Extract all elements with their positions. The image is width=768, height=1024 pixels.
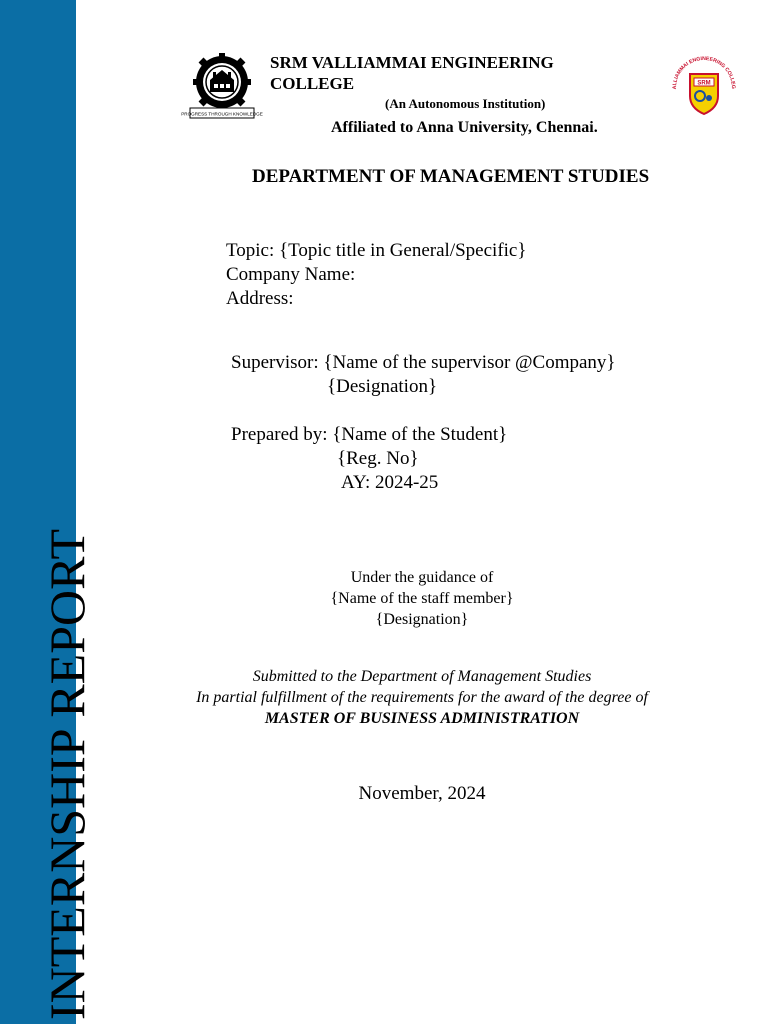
college-name	[270, 52, 590, 94]
prepared-by-block	[231, 423, 507, 495]
student-name: Prepared by: {Name of the Student}	[231, 424, 508, 445]
shield-arc-text: ALLIAMMAI ENGINEERING COLLEG	[671, 56, 737, 90]
autonomous-label: (An Autonomous Institution)	[385, 96, 546, 111]
college-shield-icon	[668, 56, 740, 120]
supervisor-designation: {Designation}	[327, 376, 438, 397]
company-name-line: Company Name:	[226, 264, 356, 285]
shield-badge-text: SRM	[697, 80, 711, 87]
college-name-line2: COLLEGE	[270, 74, 355, 93]
emblem-motto: PROGRESS THROUGH KNOWLEDGE	[181, 111, 263, 117]
guidance-label: Under the guidance of	[350, 569, 494, 586]
supervisor-name: Supervisor: {Name of the supervisor @Company}	[231, 352, 616, 373]
submission-line2: In partial fulfillment of the requirements for the award of the degree of	[196, 689, 648, 706]
report-details	[226, 239, 526, 311]
report-date: November, 2024	[358, 783, 486, 804]
guidance-block	[76, 567, 768, 630]
submission-block	[76, 666, 768, 729]
topic-line: Topic: {Topic title in General/Specific}	[226, 240, 527, 261]
supervisor-block	[231, 351, 616, 399]
address-line: Address:	[226, 288, 294, 309]
academic-year: AY: 2024-25	[341, 472, 439, 493]
college-name-line1: SRM VALLIAMMAI ENGINEERING	[270, 53, 554, 72]
staff-designation: {Designation}	[375, 611, 469, 628]
college-emblem-icon	[181, 50, 263, 120]
sidebar-band	[0, 0, 95, 1024]
degree-name: MASTER OF BUSINESS ADMINISTRATION	[264, 710, 580, 727]
submission-line1: Submitted to the Department of Management Studies	[252, 668, 592, 685]
report-title-vertical: INTERNSHIP REPORT	[39, 528, 95, 1020]
department-heading: DEPARTMENT OF MANAGEMENT STUDIES	[252, 166, 650, 187]
student-reg-no: {Reg. No}	[337, 448, 419, 469]
affiliation-label: Affiliated to Anna University, Chennai.	[331, 119, 598, 136]
staff-name: {Name of the staff member}	[330, 590, 514, 607]
